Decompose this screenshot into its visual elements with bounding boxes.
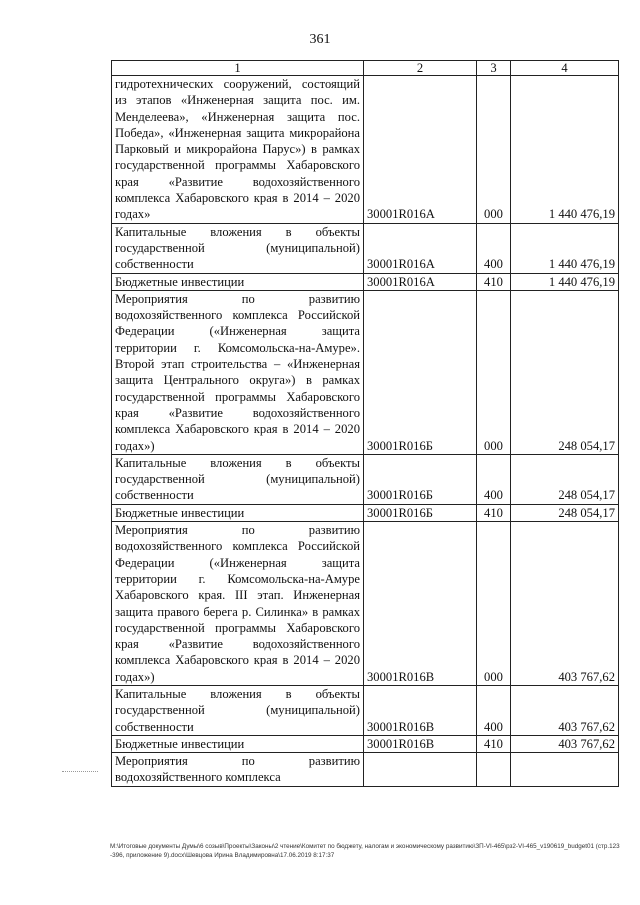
row-description: Капитальные вложения в объекты государственной (муниципальной) собственности	[112, 454, 364, 504]
table-row	[112, 735, 619, 752]
row-amount: 403 767,62	[511, 735, 619, 752]
row-expense-type: 000	[477, 290, 511, 454]
row-amount: 403 767,62	[511, 685, 619, 735]
page-number: 361	[309, 32, 331, 47]
row-target-code: 30001R016А	[364, 273, 477, 290]
row-expense-type: 410	[477, 735, 511, 752]
row-target-code: 30001R016Б	[364, 504, 477, 521]
row-target-code: 30001R016А	[364, 76, 477, 224]
row-target-code	[364, 753, 477, 787]
row-expense-type: 400	[477, 223, 511, 273]
row-expense-type: 400	[477, 685, 511, 735]
header-col-3: 3	[477, 61, 511, 76]
header-col-4: 4	[511, 61, 619, 76]
table-row	[112, 753, 619, 787]
row-amount: 248 054,17	[511, 290, 619, 454]
row-target-code: 30001R016В	[364, 522, 477, 686]
header-col-2: 2	[364, 61, 477, 76]
row-amount: 1 440 476,19	[511, 76, 619, 224]
table-row	[112, 76, 619, 224]
row-amount	[511, 753, 619, 787]
margin-mark	[62, 771, 98, 772]
file-path-footer: M:\Итоговые документы Думы\6 созыв\Проекты\Законы\2 чтение\Комитет по бюджету, налогам и экономическому развитию\ЗП-VI-465\рз2-VI-465_v190619_budget01 (стр.123-396, приложение 9).docx\Шевцова Ирина Владимировна\17.06.2019 8:17:37	[110, 843, 620, 859]
table-row	[112, 454, 619, 504]
table-row	[112, 504, 619, 521]
row-target-code: 30001R016В	[364, 685, 477, 735]
row-description: Бюджетные инвестиции	[112, 273, 364, 290]
row-amount: 403 767,62	[511, 522, 619, 686]
row-expense-type: 410	[477, 273, 511, 290]
header-col-1: 1	[112, 61, 364, 76]
budget-table	[111, 60, 619, 787]
table-row	[112, 223, 619, 273]
row-description: Капитальные вложения в объекты государственной (муниципальной) собственности	[112, 223, 364, 273]
table-row	[112, 522, 619, 686]
row-amount: 248 054,17	[511, 504, 619, 521]
row-description: Бюджетные инвестиции	[112, 504, 364, 521]
row-expense-type	[477, 753, 511, 787]
table-row	[112, 273, 619, 290]
row-amount: 1 440 476,19	[511, 223, 619, 273]
row-target-code: 30001R016Б	[364, 454, 477, 504]
row-description: Капитальные вложения в объекты государственной (муниципальной) собственности	[112, 685, 364, 735]
row-expense-type: 000	[477, 76, 511, 224]
row-description: Мероприятия по развитию водохозяйственного комплекса Российской Федерации («Инженерная защита территории г. Комсомольска-на-Амуре». Второй этап строительства – «Инженерная защита Центрального округа») в рамках государственной программы Хабаровского края «Развитие водохозяйственного комплекса Хабаровского края в 2014 – 2020 годах»)	[112, 290, 364, 454]
row-expense-type: 410	[477, 504, 511, 521]
row-description: Бюджетные инвестиции	[112, 735, 364, 752]
row-target-code: 30001R016В	[364, 735, 477, 752]
row-amount: 1 440 476,19	[511, 273, 619, 290]
table-header-row	[112, 61, 619, 76]
row-description: Мероприятия по развитию водохозяйственного комплекса Российской Федерации («Инженерная защита территории г. Комсомольска-на-Амуре Хабаровского края. III этап. Инженерная защита правого берега р. Силинка» в рамках государственной программы Хабаровского края «Развитие водохозяйственного комплекса Хабаровского края в 2014 – 2020 годах»)	[112, 522, 364, 686]
table-row	[112, 685, 619, 735]
row-target-code: 30001R016Б	[364, 290, 477, 454]
row-description: гидротехнических сооружений, состоящий из этапов «Инженерная защита пос. им. Менделеева», «Инженерная защита пос. Победа», «Инженерная защита микрорайона Парковый и микрорайона Парус») в рамках государственной программы Хабаровского края «Развитие водохозяйственного комплекса Хабаровского края в 2014 – 2020 годах»	[112, 76, 364, 224]
row-expense-type: 400	[477, 454, 511, 504]
row-amount: 248 054,17	[511, 454, 619, 504]
row-target-code: 30001R016А	[364, 223, 477, 273]
table-row	[112, 290, 619, 454]
row-expense-type: 000	[477, 522, 511, 686]
row-description: Мероприятия по развитию водохозяйственного комплекса	[112, 753, 364, 787]
